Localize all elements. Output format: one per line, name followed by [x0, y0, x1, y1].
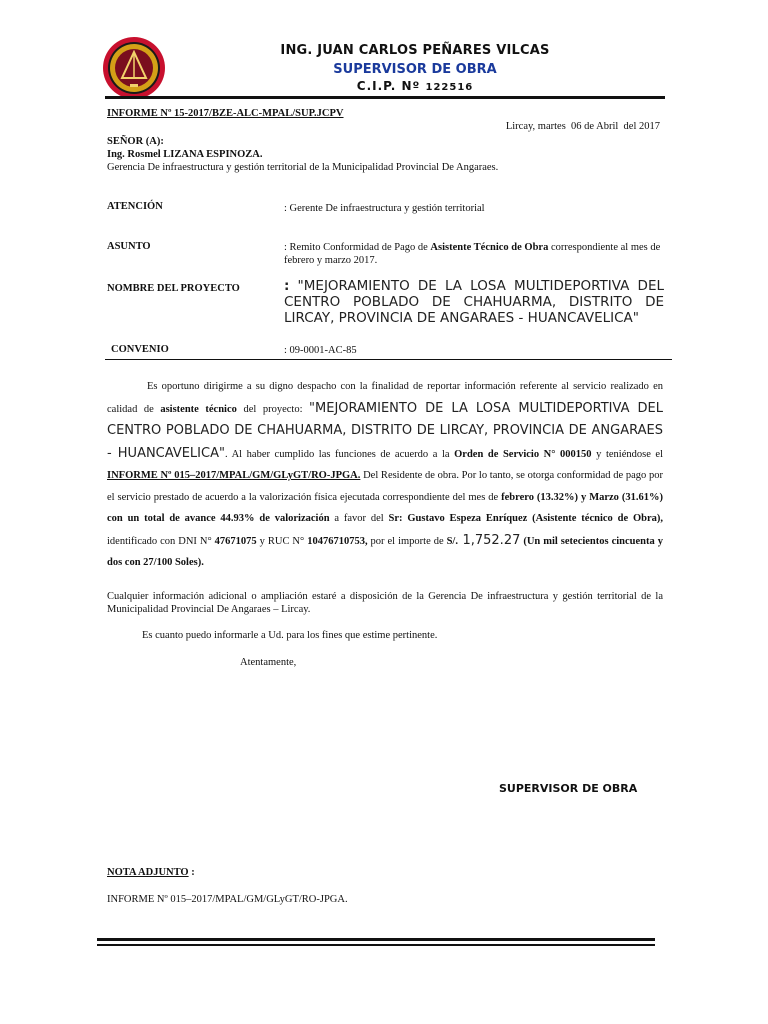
- additional-info-paragraph: Cualquier información adicional o ampliación estaré a disposición de la Gerencia De infraestructura y gestión territorial de la Municipalidad Provincial De Angaraes – Lircay.: [107, 591, 663, 615]
- project-label: NOMBRE DEL PROYECTO: [107, 283, 240, 294]
- project-name: : "MEJORAMIENTO DE LA LOSA MULTIDEPORTIVA DEL CENTRO POBLADO DE CHAHUARMA, DISTRITO DE LIRCAY, PROVINCIA DE ANGARAES - HUANCAVELICA": [284, 278, 664, 326]
- attention-label: ATENCIÓN: [107, 201, 163, 212]
- engineer-role: SUPERVISOR DE OBRA: [333, 62, 497, 77]
- footer-rule-thick: [97, 938, 655, 941]
- recipient-salutation: SEÑOR (A):: [107, 136, 164, 147]
- agreement-value: : 09-0001-AC-85: [284, 345, 357, 356]
- signature-title: SUPERVISOR DE OBRA: [499, 782, 638, 795]
- section-rule: [105, 359, 672, 360]
- closing-salutation: Atentamente,: [240, 657, 297, 668]
- subject-value: : Remito Conformidad de Pago de Asistente Técnico de Obra correspondiente al mes de febrero y marzo 2017.: [284, 242, 661, 266]
- agreement-label: CONVENIO: [111, 344, 169, 355]
- subject-label: ASUNTO: [107, 241, 151, 252]
- engineer-name: ING. JUAN CARLOS PEÑARES VILCAS: [280, 43, 550, 58]
- attention-value: : Gerente De infraestructura y gestión territorial: [284, 203, 485, 214]
- institution-seal-logo: [102, 36, 166, 100]
- closing-sentence: Es cuanto puedo informarle a Ud. para los fines que estime pertinente.: [142, 630, 438, 641]
- main-paragraph: Es oportuno dirigirme a su digno despacho con la finalidad de reportar información referente al servicio realizado en calidad de asistente técnico del proyecto: "MEJORAMIENTO DE LA LOSA MULTIDEPORTIVA DEL CENTRO POBLADO DE CHAHUARMA, DISTRITO DE LIRCAY, PROVINCIA DE ANGARAES - HUANCAVELICA". Al haber cumplido las funciones de acuerdo a la Orden de Servicio N° 000150 y teniéndose el INFORME Nº 015–2017/MPAL/GM/GLyGT/RO-JPGA. Del Residente de obra. Por lo tanto, se otorga conformidad de pago por el servicio prestado de acuerdo a la valorización física ejecutada correspondiente del mes de febrero (13.32%) y Marzo (31.61%) con un total de avance 44.93% de valorización a favor del Sr: Gustavo Espeza Enríquez (Asistente técnico de Obra), identificado con DNI N° 47671075 y RUC N° 10476710753, por el importe de S/. 1,752.27 (Un mil setecientos cincuenta y dos con 27/100 Soles).: [107, 381, 664, 568]
- report-date: Lircay, martes 06 de Abril del 2017: [505, 121, 660, 132]
- cip-number: 122516: [425, 82, 474, 93]
- attachment-item: INFORME Nº 015–2017/MPAL/GM/GLyGT/RO-JPGA.: [107, 894, 348, 905]
- cip-registration: [200, 79, 630, 93]
- footer-rule-thin: [97, 944, 655, 946]
- report-reference: INFORME Nº 15-2017/BZE-ALC-MPAL/SUP.JCPV: [107, 108, 344, 119]
- recipient-name: Ing. Rosmel LIZANA ESPINOZA.: [107, 149, 263, 160]
- attachment-label: NOTA ADJUNTO :: [107, 867, 195, 878]
- header-rule: [105, 96, 665, 99]
- cip-label: C.I.P. Nº: [356, 79, 421, 93]
- recipient-office: Gerencia De infraestructura y gestión territorial de la Municipalidad Provincial De Angaraes.: [107, 162, 499, 173]
